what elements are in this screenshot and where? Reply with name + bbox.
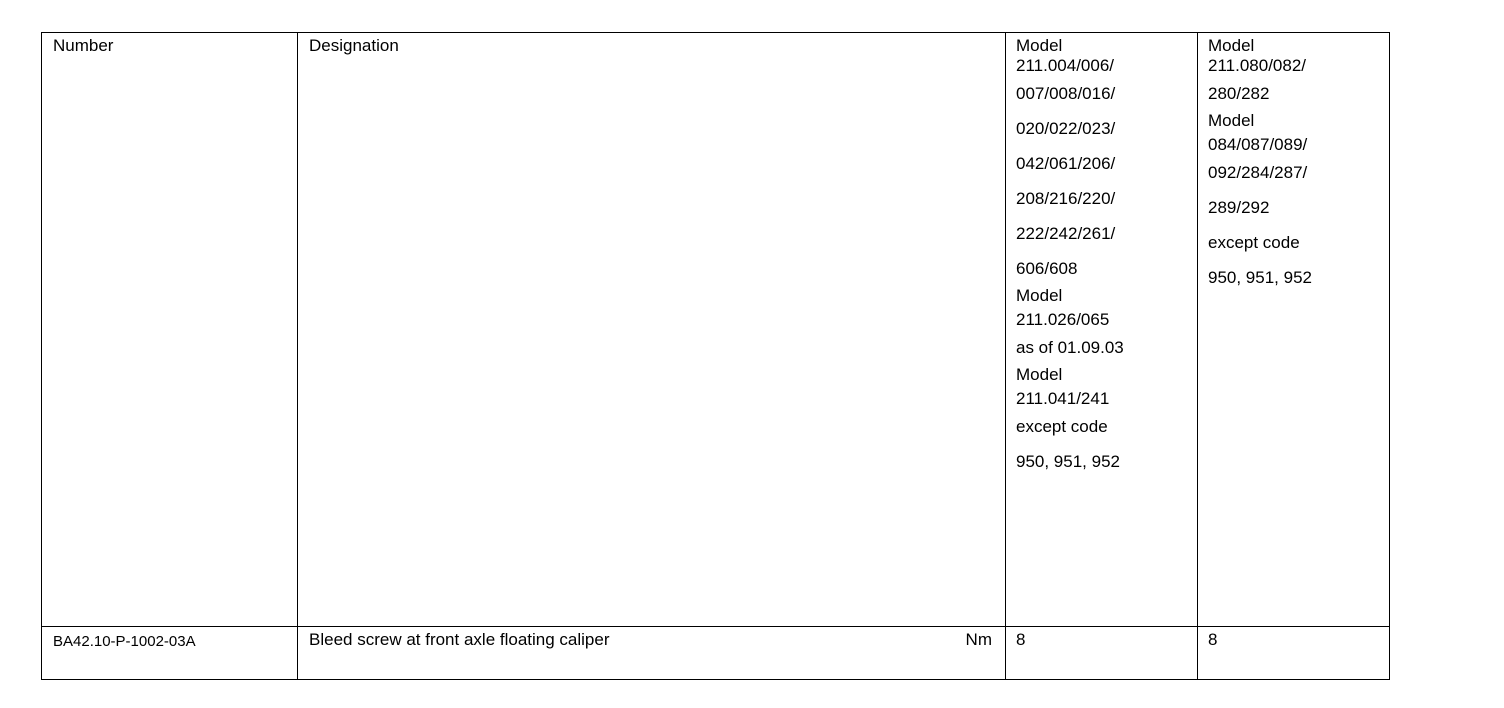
model-line: 020/022/023/ (1016, 119, 1116, 138)
row-value-cell-2 (1198, 627, 1390, 680)
model-line: 084/087/089/ (1208, 135, 1308, 154)
header-number: Number (53, 36, 114, 55)
model-line: 007/008/016/ (1016, 84, 1116, 103)
row-number-cell (42, 627, 298, 680)
row-value-cell-1 (1006, 627, 1198, 680)
model-line: except code (1208, 233, 1300, 252)
model-group (1016, 365, 1197, 479)
header-model-column-2 (1198, 33, 1390, 627)
row-designation: Bleed screw at front axle floating caliper (309, 630, 610, 649)
model-line: 211.026/065 (1016, 310, 1110, 329)
model-group (1208, 36, 1389, 111)
model-line: 280/282 (1208, 84, 1270, 103)
table-row (42, 627, 1390, 680)
model-line: 042/061/206/ (1016, 154, 1116, 173)
header-number-cell (42, 33, 298, 627)
model-label: Model (1016, 365, 1063, 384)
model-line: 211.004/006/ (1016, 56, 1114, 75)
model-line: except code (1016, 417, 1108, 436)
row-number: BA42.10-P-1002-03A (53, 633, 196, 650)
model-label: Model (1016, 286, 1063, 305)
torque-spec-table (41, 32, 1390, 680)
row-value-1: 8 (1016, 630, 1026, 649)
model-label: Model (1208, 111, 1255, 130)
header-model-column-1 (1006, 33, 1198, 627)
header-row (42, 33, 1390, 627)
model-line: 211.041/241 (1016, 389, 1110, 408)
model-line: 950, 951, 952 (1016, 452, 1120, 471)
row-designation-cell (298, 627, 1006, 680)
row-value-2: 8 (1208, 630, 1218, 649)
model-label: Model (1016, 36, 1063, 55)
model-group (1208, 111, 1389, 295)
model-group (1016, 286, 1197, 365)
model-line: as of 01.09.03 (1016, 338, 1124, 357)
model-line: 092/284/287/ (1208, 163, 1308, 182)
model-line: 950, 951, 952 (1208, 268, 1312, 287)
model-line: 606/608 (1016, 259, 1078, 278)
row-unit: Nm (965, 630, 992, 649)
model-label: Model (1208, 36, 1255, 55)
model-line: 289/292 (1208, 198, 1270, 217)
model-line: 208/216/220/ (1016, 189, 1116, 208)
model-group (1016, 36, 1197, 286)
header-designation-cell (298, 33, 1006, 627)
header-designation: Designation (309, 36, 399, 55)
model-line: 222/242/261/ (1016, 224, 1116, 243)
model-line: 211.080/082/ (1208, 56, 1306, 75)
